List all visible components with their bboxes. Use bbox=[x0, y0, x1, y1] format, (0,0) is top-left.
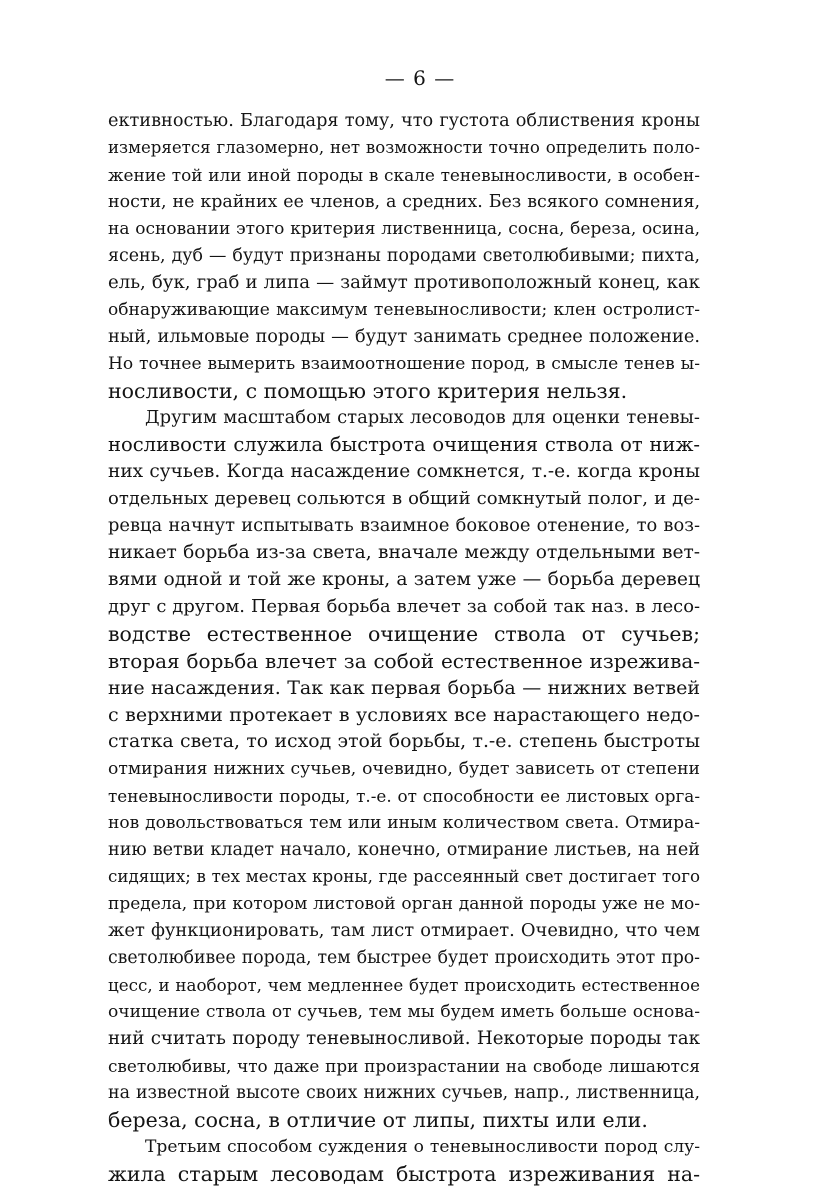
text-line: отдельных деревец сольются в общий сомкнутый полог, и де- bbox=[108, 488, 700, 509]
text-line: друг с другом. Первая борьба влечет за собой так наз. в лесо- bbox=[108, 596, 700, 617]
text-line: сидящих; в тех местах кроны, где рассеянный свет достигает того bbox=[108, 867, 700, 886]
text-line: отмирания нижних сучьев, очевидно, будет зависеть от степени bbox=[108, 759, 700, 779]
text-line: на основании этого критерия лиственница, сосна, береза, осина, bbox=[108, 219, 700, 239]
text-line: ние насаждения. Так как первая борьба — нижних ветвей bbox=[108, 677, 700, 699]
text-line: ель, бук, граб и липа — займут противоположный конец, как bbox=[108, 272, 700, 293]
text-line: нию ветви кладет начало, конечно, отмирание листьев, на ней bbox=[108, 840, 700, 860]
text-line: ясень, дуб — будут признаны породами светолюбивыми; пихта, bbox=[108, 246, 700, 266]
page-number: — 6 — bbox=[384, 66, 456, 90]
text-line: ревца начнут испытывать взаимное боковое отенение, то воз- bbox=[108, 515, 700, 536]
text-line: светолюбивы, что даже при произрастании на свободе лишаются bbox=[108, 1056, 700, 1076]
text-line: ективностью. Благодаря тому, что густота облиствения кроны bbox=[108, 111, 700, 131]
text-line: измеряется глазомерно, нет возможности точно определить поло- bbox=[108, 138, 700, 157]
text-line: очищение ствола от сучьев, тем мы будем иметь больше основа- bbox=[108, 1002, 700, 1022]
text-line: ный, ильмовые породы — будут занимать среднее положение. bbox=[108, 327, 700, 347]
text-line: на известной высоте своих нижних сучьев, напр., лиственница, bbox=[108, 1083, 700, 1103]
text-line: носливости, с помощью этого критерия нельзя. bbox=[108, 379, 628, 403]
text-line: жила старым лесоводам быстрота изреживания на- bbox=[108, 1162, 700, 1186]
text-line: береза, сосна, в отличие от липы, пихты или ели. bbox=[108, 1108, 648, 1132]
text-line: никает борьба из-за света, вначале между отдельными вет- bbox=[108, 542, 700, 563]
text-line: светолюбивее порода, тем быстрее будет происходить этот про- bbox=[108, 948, 700, 968]
text-line: обнаруживающие максимум теневыносливости; клен остролист- bbox=[108, 300, 700, 320]
text-line: цесс, и наоборот, чем медленнее будет происходить естественное bbox=[108, 975, 700, 995]
text-line: нов довольствоваться тем или иным количеством света. Отмира- bbox=[108, 813, 700, 833]
text-line: них сучьев. Когда насаждение сомкнется, т.-е. когда кроны bbox=[108, 461, 700, 482]
text-line: Но точнее вымерить взаимоотношение пород, в смысле тенев ы- bbox=[108, 354, 700, 374]
text-line: вями одной и той же кроны, а затем уже — борьба деревец bbox=[108, 569, 700, 590]
text-line: с верхними протекает в условиях все нарастающего недо- bbox=[108, 704, 700, 726]
text-line: теневыносливости породы, т.-е. от способности ее листовых орга- bbox=[108, 786, 700, 806]
text-line: носливости служила быстрота очищения ствола от ниж- bbox=[108, 433, 700, 456]
text-line: предела, при котором листовой орган данной породы уже не мо- bbox=[108, 894, 700, 914]
text-line: статка света, то исход этой борьбы, т.-е. степень быстроты bbox=[108, 731, 700, 752]
text-line: жет функционировать, там лист отмирает. Очевидно, что чем bbox=[108, 920, 700, 941]
text-line: водстве естественное очищение ствола от сучьев; bbox=[108, 622, 700, 646]
text-line: Другим масштабом старых лесоводов для оценки теневы- bbox=[145, 407, 700, 428]
text-line: жение той или иной породы в скале теневыносливости, в особен- bbox=[108, 165, 700, 185]
text-line: Третьим способом суждения о теневыносливости пород слу- bbox=[145, 1137, 700, 1157]
text-line: вторая борьба влечет за собой естественное изрежива- bbox=[108, 649, 700, 673]
text-line: ний считать породу теневыносливой. Некоторые породы так bbox=[108, 1028, 700, 1049]
text-line: ности, не крайних ее членов, а средних. Без всякого сомнения, bbox=[108, 192, 700, 212]
